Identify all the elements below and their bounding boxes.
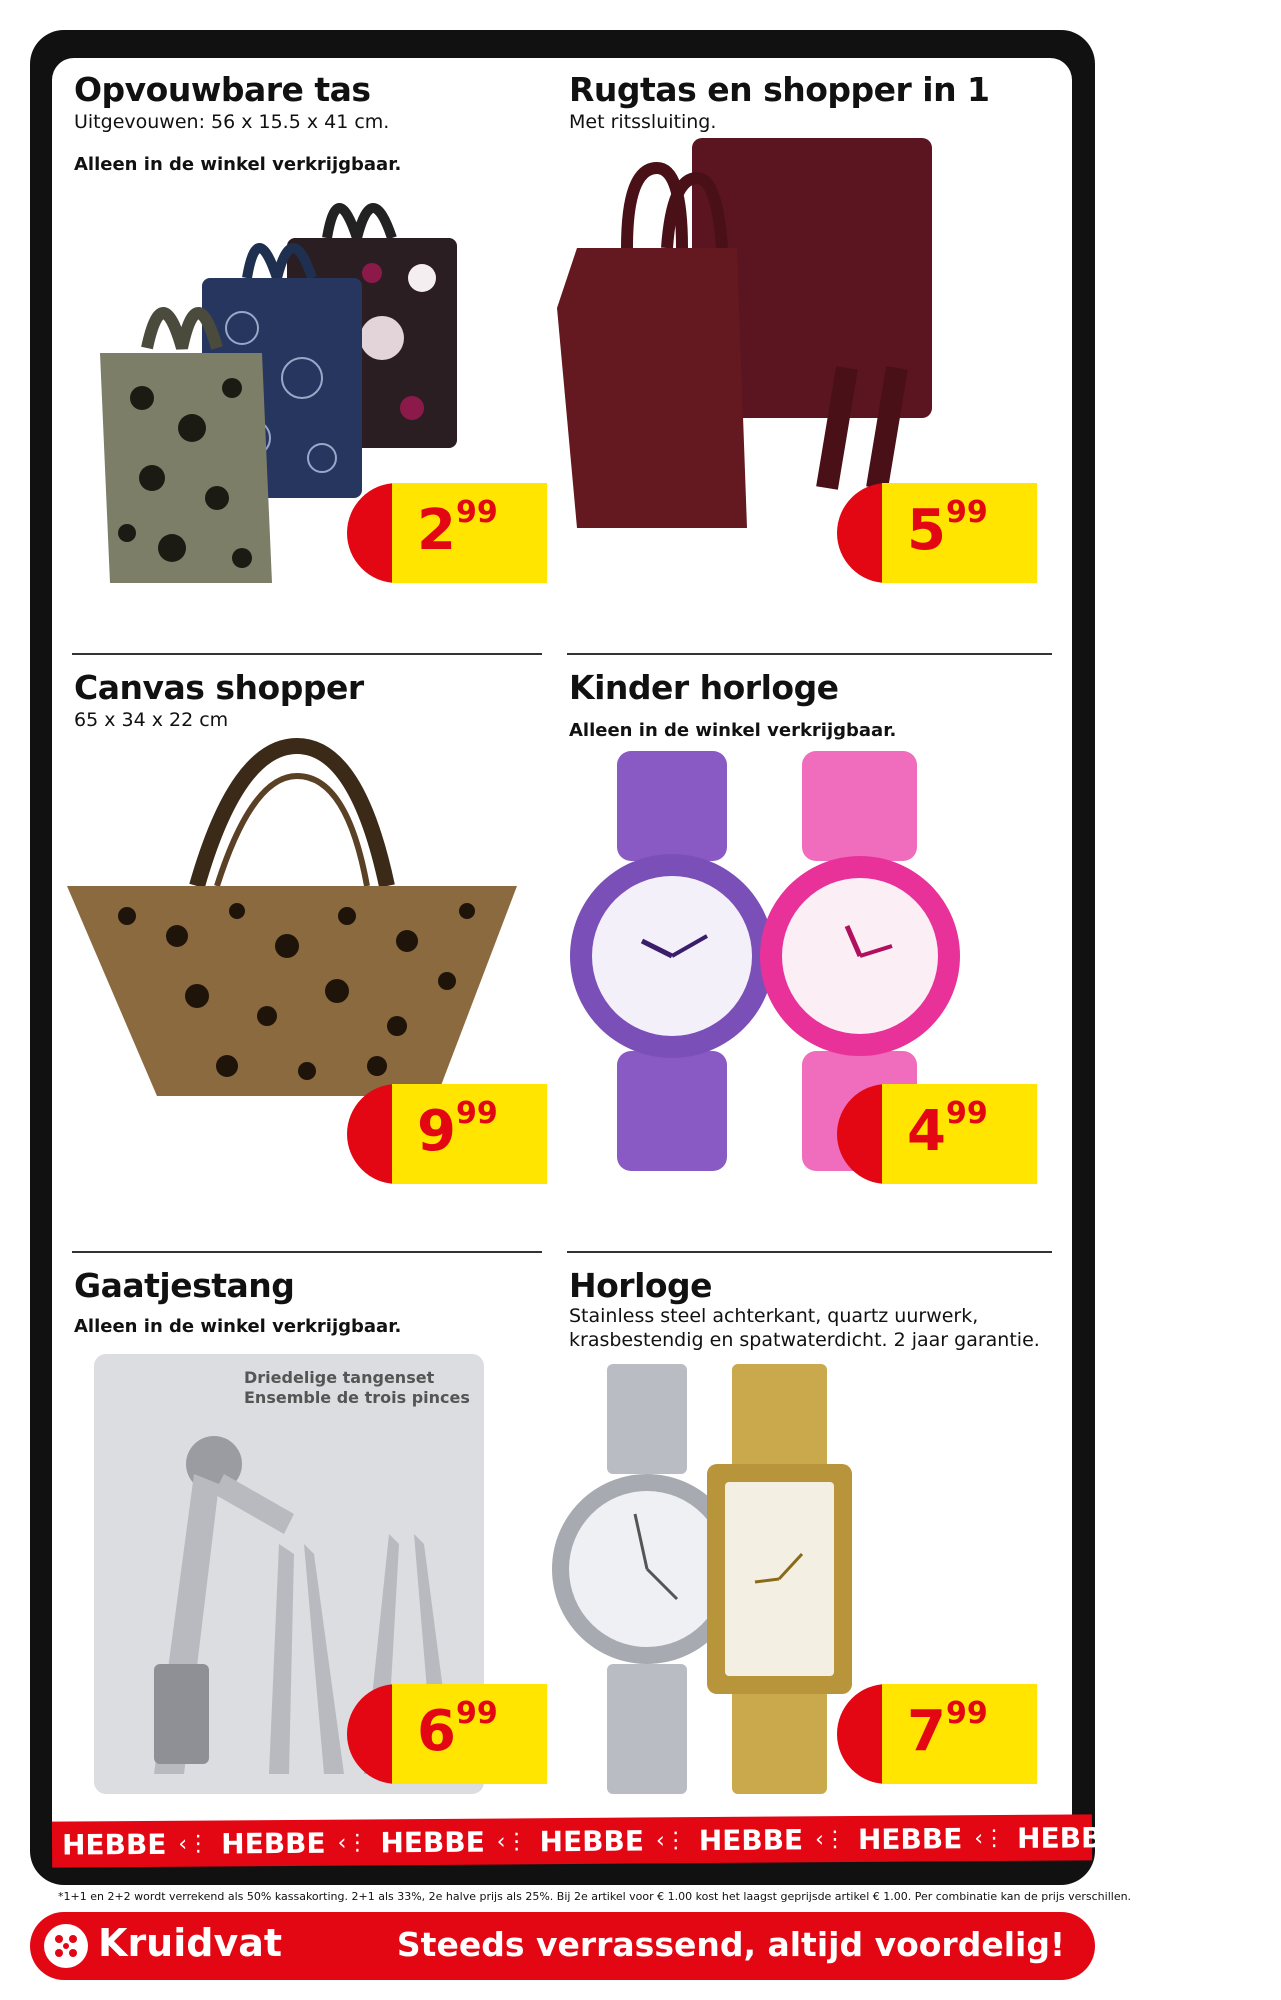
section-divider <box>72 653 542 655</box>
price-value <box>907 1692 988 1772</box>
package-subtitle: Ensemble de trois pinces <box>244 1388 470 1407</box>
hebbe-label: HEBBE <box>857 1821 963 1856</box>
hebbe-separator-icon: ‹⋮ <box>655 1827 687 1853</box>
hebbe-separator-icon: ‹⋮ <box>815 1826 847 1852</box>
price-main: 9 <box>417 1099 456 1164</box>
price-value <box>417 491 498 571</box>
availability-note: Alleen in de winkel verkrijgbaar. <box>569 720 897 741</box>
price-tag <box>837 1684 1037 1784</box>
section-divider <box>567 653 1052 655</box>
hebbe-label: HEBBE <box>1176 1819 1281 1854</box>
price-value <box>907 1092 988 1172</box>
hebbe-label: HEBBE <box>221 1826 326 1860</box>
hebbe-separator-icon: ‹⋮ <box>1133 1824 1165 1850</box>
section-divider <box>72 1251 542 1253</box>
product-description: Uitgevouwen: 56 x 15.5 x 41 cm. <box>74 111 390 133</box>
hebbe-label: HEBBE <box>698 1822 804 1857</box>
price-value <box>417 1092 498 1172</box>
leaflet-panel <box>52 58 1072 1850</box>
price-tag <box>347 483 547 583</box>
product-title: Horloge <box>569 1266 713 1305</box>
price-main: 5 <box>907 498 946 563</box>
price-main: 4 <box>907 1099 946 1164</box>
product-card[interactable] <box>547 58 1072 613</box>
product-title: Canvas shopper <box>74 668 364 707</box>
hebbe-separator-icon: ‹⋮ <box>337 1829 369 1856</box>
price-value <box>907 491 988 571</box>
hebbe-separator-icon: ‹⋮ <box>178 1831 210 1857</box>
section-divider <box>567 1251 1052 1253</box>
footer-bar <box>30 1912 1095 1980</box>
brand-name[interactable]: Kruidvat <box>98 1921 283 1965</box>
price-value <box>417 1692 498 1772</box>
footer-tagline: Steeds verrassend, altijd voordelig! <box>396 1925 1065 1964</box>
hebbe-banner <box>52 1814 1281 1867</box>
hebbe-label: HEBBE <box>539 1823 645 1858</box>
availability-note: Alleen in de winkel verkrijgbaar. <box>74 154 402 175</box>
price-tag <box>837 1084 1037 1184</box>
price-tag <box>347 1684 547 1784</box>
product-title: Opvouwbare tas <box>74 70 371 109</box>
hebbe-label: HEBBE <box>380 1825 485 1859</box>
price-main: 7 <box>907 1699 946 1764</box>
product-card[interactable] <box>547 656 1072 1211</box>
price-tag <box>837 483 1037 583</box>
product-description: 65 x 34 x 22 cm <box>74 709 229 731</box>
backpack-shopper-image <box>547 108 967 548</box>
price-cents: 99 <box>455 1696 498 1731</box>
hebbe-separator-icon: ‹⋮ <box>974 1825 1006 1851</box>
product-title: Rugtas en shopper in 1 <box>569 70 990 109</box>
price-tag <box>347 1084 547 1184</box>
hebbe-label: HEBBE <box>61 1827 167 1862</box>
price-cents: 99 <box>455 1096 498 1131</box>
price-cents: 99 <box>945 495 988 530</box>
product-description: Stainless steel achterkant, quartz uurwerk, <box>569 1305 979 1327</box>
product-card[interactable] <box>52 1254 532 1809</box>
product-description-line-2: krasbestendig en spatwaterdicht. 2 jaar garantie. <box>569 1329 1040 1351</box>
product-card[interactable] <box>52 58 532 613</box>
price-main: 2 <box>417 498 456 563</box>
product-card[interactable] <box>547 1254 1072 1809</box>
availability-note: Alleen in de winkel verkrijgbaar. <box>74 1316 402 1337</box>
canvas-shopper-image <box>67 736 527 1136</box>
product-title: Kinder horloge <box>569 668 839 707</box>
price-main: 6 <box>417 1699 456 1764</box>
package-title: Driedelige tangenset <box>244 1368 435 1387</box>
kruidvat-logo-icon[interactable] <box>44 1924 88 1968</box>
price-cents: 99 <box>945 1096 988 1131</box>
product-description: Met ritssluiting. <box>569 111 717 133</box>
price-cents: 99 <box>455 495 498 530</box>
price-cents: 99 <box>945 1696 988 1731</box>
disclaimer-text: *1+1 en 2+2 wordt verrekend als 50% kassakorting. 2+1 als 33%, 2e halve prijs als 25%. Bij 2e artikel voor € 1.00 kost het laagst geprijsde artikel € 1.00. Per combinatie kan de prijs verschillen. <box>58 1890 1132 1903</box>
hebbe-separator-icon: ‹⋮ <box>496 1828 528 1855</box>
hebbe-label: HEBBE <box>1016 1820 1122 1855</box>
product-card[interactable] <box>52 656 532 1211</box>
product-title: Gaatjestang <box>74 1266 295 1305</box>
